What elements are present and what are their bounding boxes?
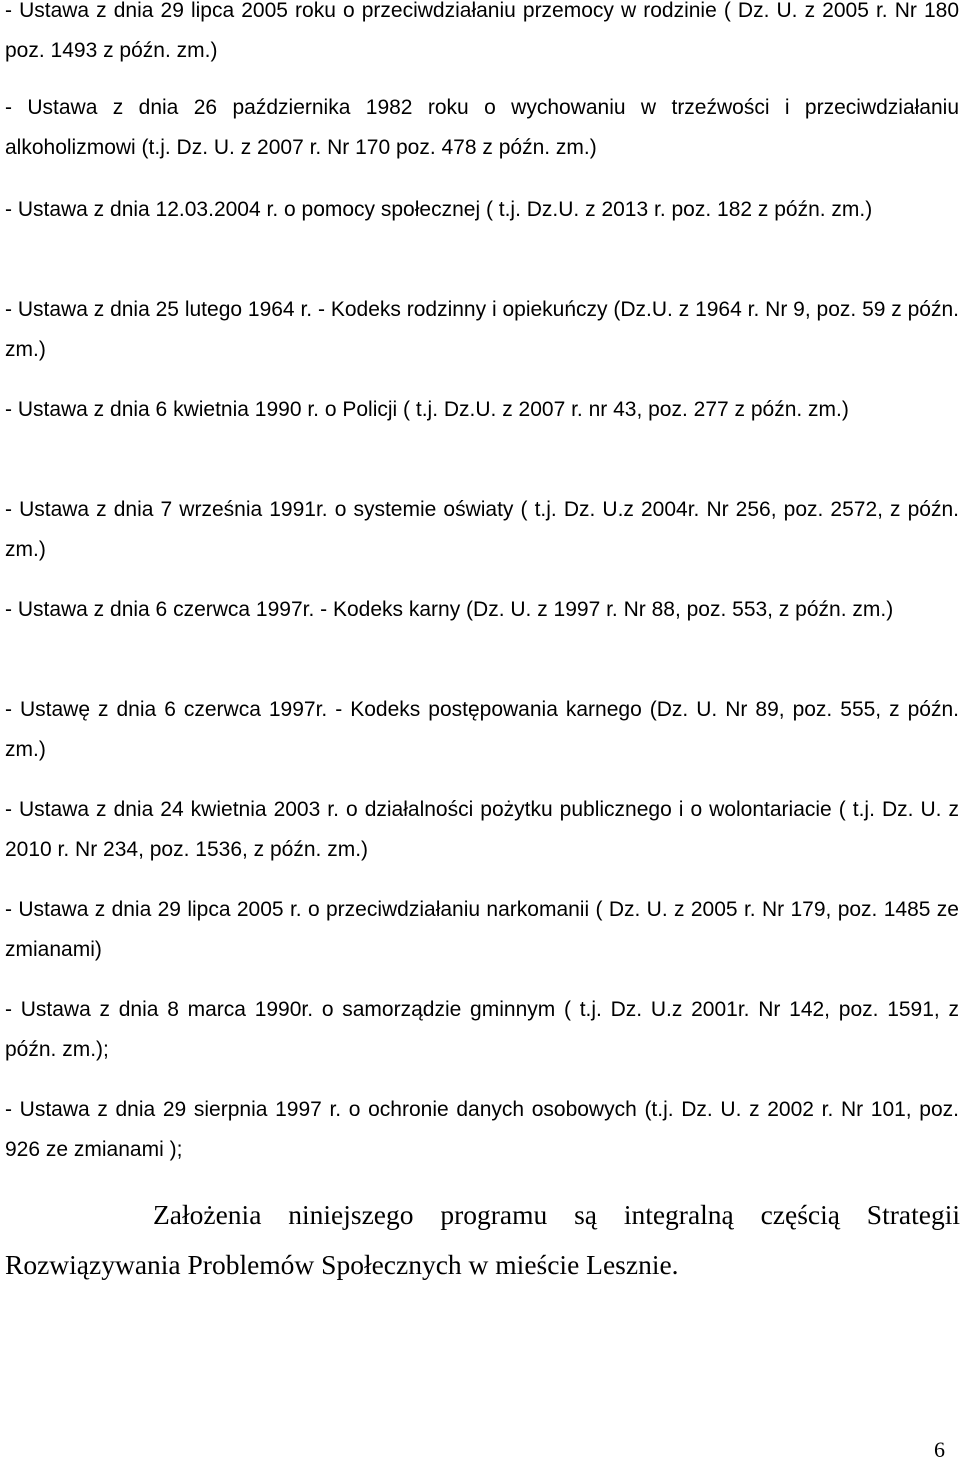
legal-act-entry-2: - Ustawa z dnia 26 października 1982 roku o wychowaniu w trzeźwości i przeciwdziałaniu alkoholizmowi (t.j. Dz. U. z 2007 r. Nr 170 poz. 478 z późn. zm.): [5, 96, 959, 159]
legal-act-entry-5: - Ustawa z dnia 6 kwietnia 1990 r. o Policji ( t.j. Dz.U. z 2007 r. nr 43, poz. 277 z późn. zm.): [5, 398, 849, 421]
legal-act-entry-1: - Ustawa z dnia 29 lipca 2005 roku o przeciwdziałaniu przemocy w rodzinie ( Dz. U. z 2005 r. Nr 180 poz. 1493 z późn. zm.): [5, 0, 959, 62]
page-number: 6: [934, 1437, 945, 1462]
legal-act-entry-6: - Ustawa z dnia 7 września 1991r. o systemie oświaty ( t.j. Dz. U.z 2004r. Nr 256, poz. 2572, z późn. zm.): [5, 498, 959, 561]
legal-act-entry-12: - Ustawa z dnia 29 sierpnia 1997 r. o ochronie danych osobowych (t.j. Dz. U. z 2002 r. Nr 101, poz. 926 ze zmianami );: [5, 1098, 959, 1161]
legal-act-entry-4: - Ustawa z dnia 25 lutego 1964 r. - Kodeks rodzinny i opiekuńczy (Dz.U. z 1964 r. Nr 9, poz. 59 z późn. zm.): [5, 298, 959, 361]
legal-act-entry-11: - Ustawa z dnia 8 marca 1990r. o samorządzie gminnym ( t.j. Dz. U.z 2001r. Nr 142, poz. 1591, z późn. zm.);: [5, 998, 959, 1061]
legal-act-entry-3: - Ustawa z dnia 12.03.2004 r. o pomocy społecznej ( t.j. Dz.U. z 2013 r. poz. 182 z późn. zm.): [5, 198, 873, 221]
legal-act-entry-10: - Ustawa z dnia 29 lipca 2005 r. o przeciwdziałaniu narkomanii ( Dz. U. z 2005 r. Nr 179, poz. 1485 ze zmianami): [5, 898, 959, 961]
legal-act-entry-8: - Ustawę z dnia 6 czerwca 1997r. - Kodeks postępowania karnego (Dz. U. Nr 89, poz. 555, z późn. zm.): [5, 698, 959, 761]
conclusion-paragraph: Założenia niniejszego programu są integralną częścią Strategii Rozwiązywania Problemów Społecznych w mieście Lesznie.: [5, 1199, 960, 1280]
legal-act-entry-9: - Ustawa z dnia 24 kwietnia 2003 r. o działalności pożytku publicznego i o wolontariacie ( t.j. Dz. U. z 2010 r. Nr 234, poz. 1536, z późn. zm.): [5, 798, 959, 861]
legal-act-entry-7: - Ustawa z dnia 6 czerwca 1997r. - Kodeks karny (Dz. U. z 1997 r. Nr 88, poz. 553, z późn. zm.): [5, 598, 894, 621]
